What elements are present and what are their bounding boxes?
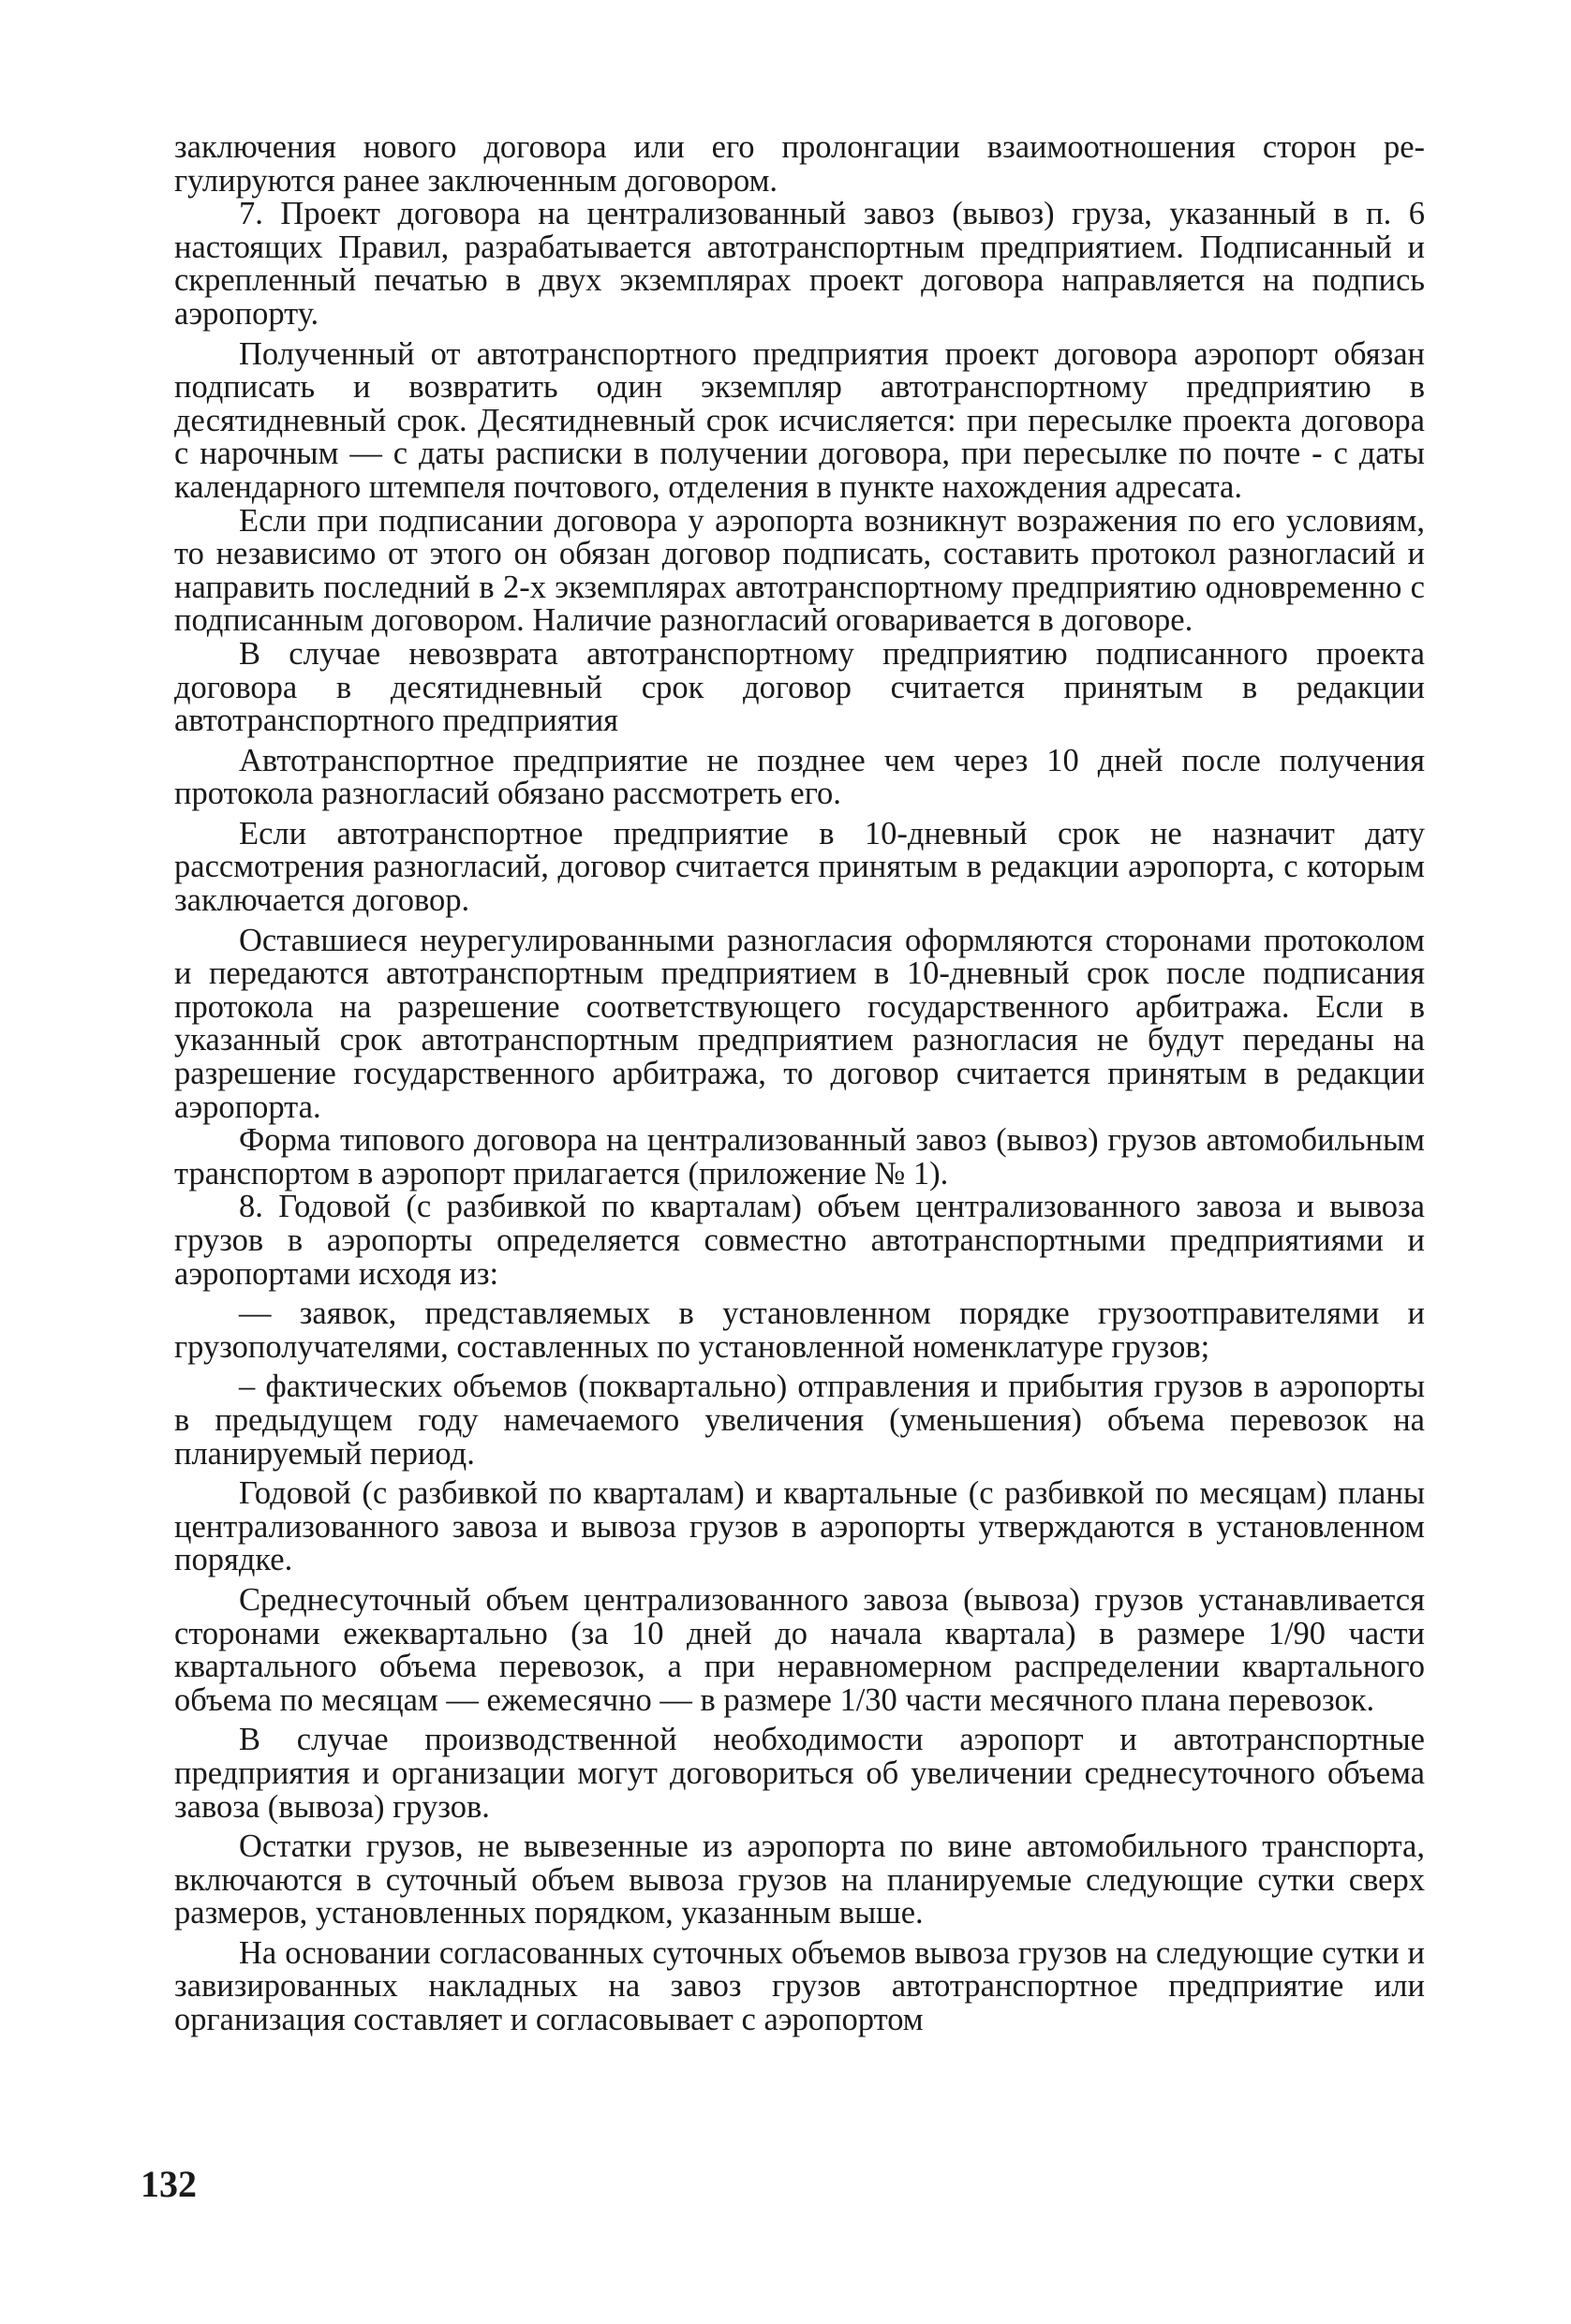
paragraph: Если при подписании договора у аэропорта возникнут возражения по его условиям, то независимо от этого он обязан договор подписать, составить протокол разногласий и направить последний в 2-х экземплярах автотранспортному предприятию одновременно с подписанным договором. Наличие разногласий оговаривается в договоре. (174, 502, 1425, 639)
paragraph: Полученный от автотранспортного предприятия проект договора аэропорт обязан подписать и возвратить один экземпляр автотранспортному предприятию в десятидневный срок. Десятидневный срок исчисляется: при пересылке проекта договора с нарочным — с даты расписки в получении договора, при пересылке по почте - с даты календарного штемпеля почтового, отделения в пункте нахождения адресата. (174, 335, 1425, 505)
list-item: – фактических объемов (поквартально) отправления и прибытия грузов в аэропорты в предыдущем году намечаемого увеличения (уменьшения) объема перевозок на планируемый период. (174, 1369, 1425, 1472)
paragraph: Остатки грузов, не вывезенные из аэропорта по вине автомобильного транспорта, включаются в суточный объем вывоза грузов на планируемые следующие сутки сверх размеров, установленных порядком, указанным выше. (174, 1828, 1425, 1932)
paragraph: В случае производственной необходимости аэропорт и автотранспортные предприятия и организации могут договориться об увеличении среднесуточного объема завоза (вывоза) грузов. (174, 1722, 1425, 1825)
document-body (174, 131, 1425, 2037)
paragraph: В случае невозврата автотранспортному предприятию подписанного проекта договора в десятидневный срок договор считается принятым в редакции автотранспортного предприятия (174, 635, 1425, 739)
list-item: — заявок, представляемых в установленном порядке грузоотправителями и грузополучателями, составленных по установленной номенклатуре грузов; (174, 1295, 1425, 1365)
paragraph-continuation: заключения нового договора или его пролонгации взаимоотношения сторон ре-гулируются ранее заключенным договором. (174, 129, 1425, 199)
paragraph: Форма типового договора на централизованный завоз (вывоз) грузов автомобильным транспортом в аэропорт прилагается (приложение № 1). (174, 1122, 1425, 1192)
paragraph: Годовой (с разбивкой по кварталам) и квартальные (с разбивкой по месяцам) планы централизованного завоза и вывоза грузов в аэропорты утверждаются в установленном порядке. (174, 1475, 1425, 1578)
paragraph: Оставшиеся неурегулированными разногласия оформляются сторонами протоколом и передаются автотранспортным предприятием в 10-дневный срок после подписания протокола на разрешение соответствующего государственного арбитража. Если в указанный срок автотранспортным предприятием разногласия не будут переданы на разрешение государственного арбитража, то договор считается принятым в редакции аэропорта. (174, 922, 1425, 1125)
paragraph: Среднесуточный объем централизованного завоза (вывоза) грузов устанавливается сторонами ежеквартально (за 10 дней до начала квартала) в размере 1/90 части квартального объема перевозок, а при неравномерном распределении квартального объема по месяцам — ежемесячно — в размере 1/30 части месячного плана перевозок. (174, 1581, 1425, 1718)
paragraph-clause-7: 7. Проект договора на централизованный завоз (вывоз) груза, указанный в п. 6 настоящих Правил, разрабатывается автотранспортным предприятием. Подписанный и скрепленный печатью в двух экземплярах проект договора направляется на подпись аэропорту. (174, 196, 1425, 332)
paragraph: На основании согласованных суточных объемов вывоза грузов на следующие сутки и завизированных накладных на завоз грузов автотранспортное предприятие или организация составляет и согласовывает с аэропортом (174, 1934, 1425, 2038)
page-number: 132 (141, 2163, 197, 2205)
paragraph: Автотранспортное предприятие не позднее чем через 10 дней после получения протокола разногласий обязано рассмотреть его. (174, 742, 1425, 812)
paragraph-clause-8: 8. Годовой (с разбивкой по кварталам) объем централизованного завоза и вывоза грузов в аэропорты определяется совместно автотранспортными предприятиями и аэропортами исходя из: (174, 1189, 1425, 1292)
paragraph: Если автотранспортное предприятие в 10-дневный срок не назначит дату рассмотрения разногласий, договор считается принятым в редакции аэропорта, с которым заключается договор. (174, 815, 1425, 919)
